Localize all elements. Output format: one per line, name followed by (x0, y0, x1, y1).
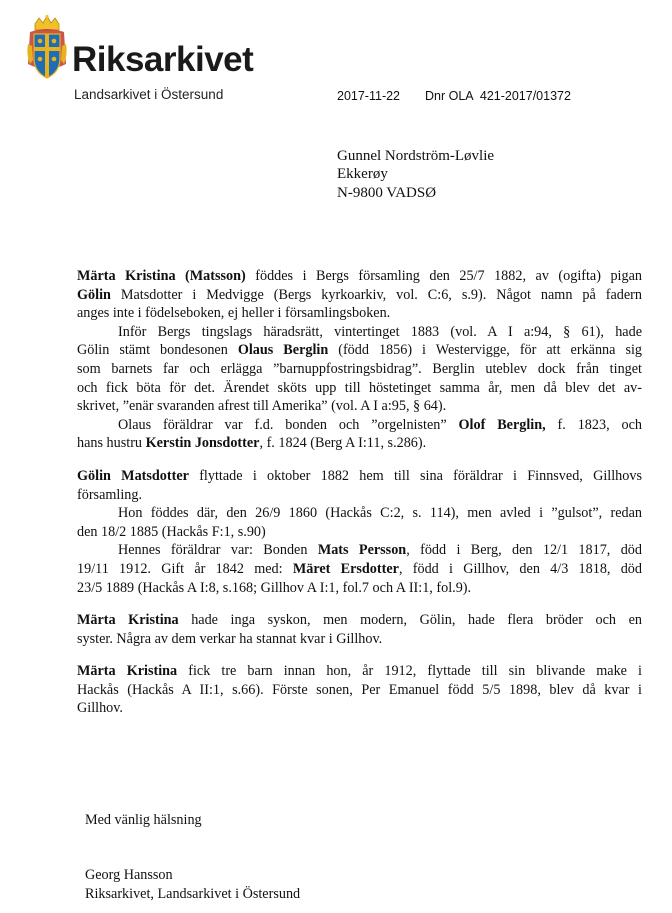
text-segment: , född i Berg, den 12/1 1817, död (406, 542, 642, 559)
text-segment: Hennes föräldrar var: Bonden (118, 542, 318, 559)
paragraph-3 (77, 416, 642, 453)
text-line: anges inte i födelseboken, ej heller i församlingsboken. (77, 305, 391, 322)
person-name: Gölin Matsdotter (77, 467, 189, 484)
text-line: församling. (77, 486, 143, 503)
document-reference: Dnr OLA 421-2017/01372 (425, 89, 571, 103)
paragraph-gap (77, 648, 642, 662)
text-line: som barnets far och erlägga ”barnuppfostringsbidrag”. Berglin uteblev dock från tinget (77, 360, 642, 377)
text-segment: fick tre barn innan hon, år 1912, flyttade till sin blivande make i (177, 663, 642, 680)
paragraph-6 (77, 541, 642, 597)
text-segment: föddes i Bergs församling den 25/7 1882, av (ogifta) pigan (245, 268, 642, 284)
text-line: syster. Några av dem verkar ha stannat kvar i Gillhov. (77, 630, 383, 647)
signature-name: Georg Hansson (85, 867, 173, 883)
text-line: och fick böta för det. Ärendet sköts upp till höstetinget samma år, men då blev det av- (77, 379, 642, 396)
text-line (77, 434, 642, 453)
text-line: 23/5 1889 (Hackås A I:8, s.168; Gillhov A I:1, fol.7 och A II:1, fol.9). (77, 579, 472, 596)
person-name: Kerstin Jonsdotter (145, 435, 260, 452)
text-line (77, 267, 642, 286)
text-segment: Matsdotter i Medvigge (Bergs kyrkoarkiv, vol. C:6, s.9). Något namn på fadern (110, 286, 642, 303)
text-line: Inför Bergs tingslags häradsrätt, vintertinget 1883 (vol. A I a:94, § 61), hade (118, 323, 642, 340)
text-segment: , f. 1824 (Berg A I:11, s.286). (259, 435, 427, 452)
text-line (77, 662, 642, 681)
text-line (77, 286, 642, 305)
paragraph-8 (77, 662, 642, 718)
paragraph-4 (77, 467, 642, 504)
logo-subline: Landsarkivet i Östersund (74, 87, 224, 102)
person-name: Märta Kristina (Matsson) (77, 268, 246, 284)
person-name: Märta Kristina (77, 663, 178, 680)
person-name: Olaus Berglin (237, 342, 329, 359)
recipient-name: Gunnel Nordström-Løvlie (337, 148, 495, 164)
text-line: Gillhov. (77, 700, 123, 717)
riksarkivet-wordmark: Riksarkivet (72, 40, 254, 79)
text-line (77, 560, 642, 579)
paragraph-5 (77, 504, 642, 541)
text-line (77, 467, 642, 486)
text-segment: Gölin stämt bondesonen (77, 342, 238, 359)
text-line (77, 341, 642, 360)
paragraph-1 (77, 267, 642, 323)
text-segment: 19/11 1912. Gift år 1842 med: (77, 560, 293, 577)
text-segment: hade inga syskon, men modern, Gölin, hade flera bröder och en (178, 612, 642, 629)
text-segment: hans hustru (77, 435, 146, 452)
text-segment: , född i Gillhov, den 4/3 1818, död (398, 560, 642, 577)
text-line (77, 416, 642, 435)
crown-icon (35, 16, 59, 30)
recipient-city: N-9800 VADSØ (337, 185, 437, 201)
recipient-street: Ekkerøy (337, 166, 388, 182)
text-line (77, 541, 642, 560)
riksarkivet-coat-of-arms-logo (26, 14, 68, 86)
paragraph-gap (77, 597, 642, 611)
text-line (77, 611, 642, 630)
person-name: Gölin (77, 286, 111, 303)
text-line: skrivet, ”enär svaranden afrest till Amerika” (vol. A I a:95, § 64). (77, 398, 447, 415)
paragraph-gap (77, 453, 642, 467)
closing-greeting: Med vänlig hälsning (85, 812, 202, 828)
person-name: Mats Persson (317, 542, 407, 559)
document-date: 2017-11-22 (337, 89, 401, 103)
paragraph-2 (77, 323, 642, 416)
person-name: Märet Ersdotter (292, 560, 399, 577)
person-name: Märta Kristina (77, 612, 179, 629)
text-line: den 18/2 1885 (Hackås F:1, s.90) (77, 523, 266, 540)
text-line: Hon föddes där, den 26/9 1860 (Hackås C:2, s. 114), men avled i ”gulsot”, redan (118, 505, 642, 522)
signature-organization: Riksarkivet, Landsarkivet i Östersund (85, 886, 301, 902)
text-segment: Olaus föräldrar var f.d. bonden och ”orgelnisten” (118, 416, 459, 433)
paragraph-7 (77, 611, 642, 648)
text-segment: flyttade i oktober 1882 hem till sina föräldrar i Finnsved, Gillhovs (188, 467, 642, 484)
text-segment: f. 1823, och (545, 416, 642, 433)
letter-body (77, 267, 642, 718)
person-name: Olof Berglin, (458, 416, 546, 433)
text-line: Hackås (Hackås A II:1, s.66). Förste sonen, Per Emanuel född 5/5 1898, blev då kvar i (77, 681, 642, 698)
text-segment: (född 1856) i Westervigge, för att erkänna sig (328, 342, 642, 359)
